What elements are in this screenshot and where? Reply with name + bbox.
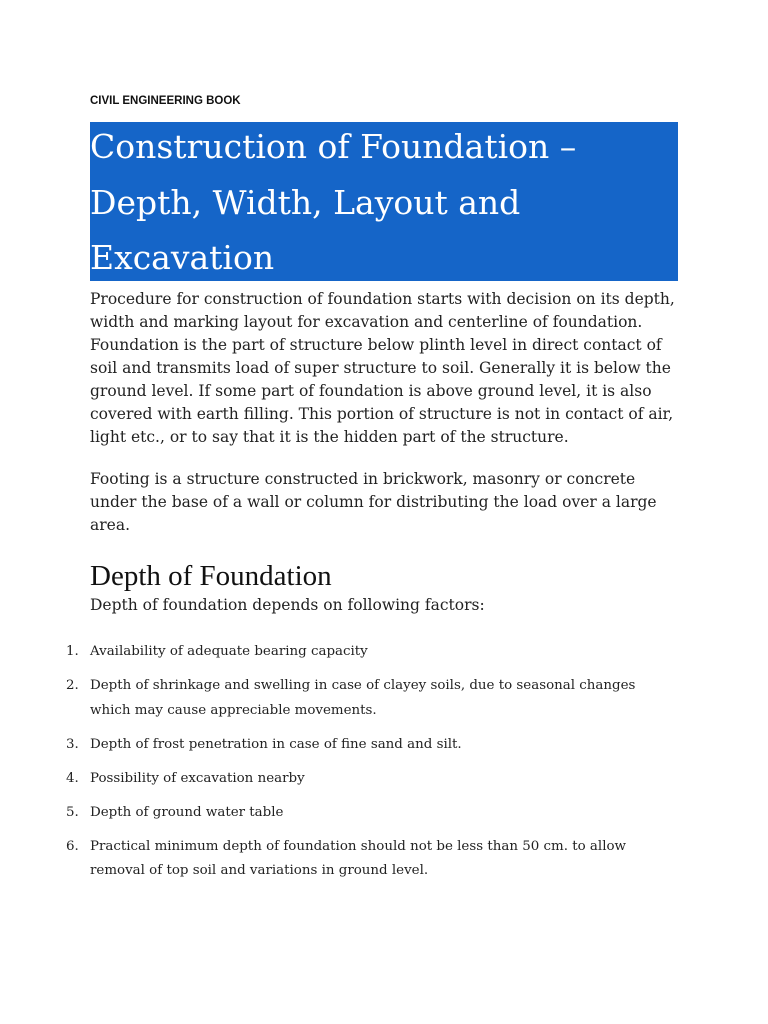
list-number: 1. bbox=[66, 644, 79, 659]
list-number: 4. bbox=[66, 770, 79, 786]
list-item bbox=[66, 767, 678, 792]
list-number: 3. bbox=[66, 736, 79, 752]
list-item-text: Possibility of excavation nearby bbox=[90, 770, 305, 786]
list-number: 6. bbox=[66, 838, 79, 854]
section-heading: Depth of Foundation bbox=[90, 560, 332, 592]
list-item-text: Availability of adequate bearing capacity bbox=[90, 644, 368, 659]
list-item-text: Depth of frost penetration in case of fine sand and silt. bbox=[90, 736, 462, 752]
footing-paragraph: Footing is a structure constructed in brickwork, masonry or concrete under the base of a wall or column for distributing the load over a large area. bbox=[90, 470, 657, 534]
factors-intro: Depth of foundation depends on following factors: bbox=[90, 596, 485, 614]
book-label: CIVIL ENGINEERING BOOK bbox=[90, 95, 241, 107]
list-item bbox=[66, 733, 678, 758]
page-title: Construction of Foundation – Depth, Width, Layout and Excavation bbox=[90, 127, 577, 277]
list-number: 2. bbox=[66, 678, 79, 693]
list-item-text: Depth of ground water table bbox=[90, 804, 284, 820]
intro-paragraph: Procedure for construction of foundation starts with decision on its depth, width and marking layout for excavation and centerline of foundation. Foundation is the part of structure below plinth level in direct contact of soil and transmits load of super structure to soil. Generally it is below the ground level. If some part of foundation is above ground level, it is also covered with earth filling. This portion of structure is not in contact of air, light etc., or to say that it is the hidden part of the structure. bbox=[90, 290, 675, 446]
list-item bbox=[66, 674, 678, 723]
list-item bbox=[66, 835, 678, 884]
list-number: 5. bbox=[66, 804, 79, 820]
list-item bbox=[66, 801, 678, 826]
title-band bbox=[90, 122, 678, 281]
factors-list bbox=[66, 640, 678, 893]
list-item-text: Practical minimum depth of foundation should not be less than 50 cm. to allow removal of top soil and variations in ground level. bbox=[90, 838, 626, 878]
list-item-text: Depth of shrinkage and swelling in case of clayey soils, due to seasonal changes which may cause appreciable movements. bbox=[90, 678, 636, 718]
list-item bbox=[66, 640, 678, 665]
